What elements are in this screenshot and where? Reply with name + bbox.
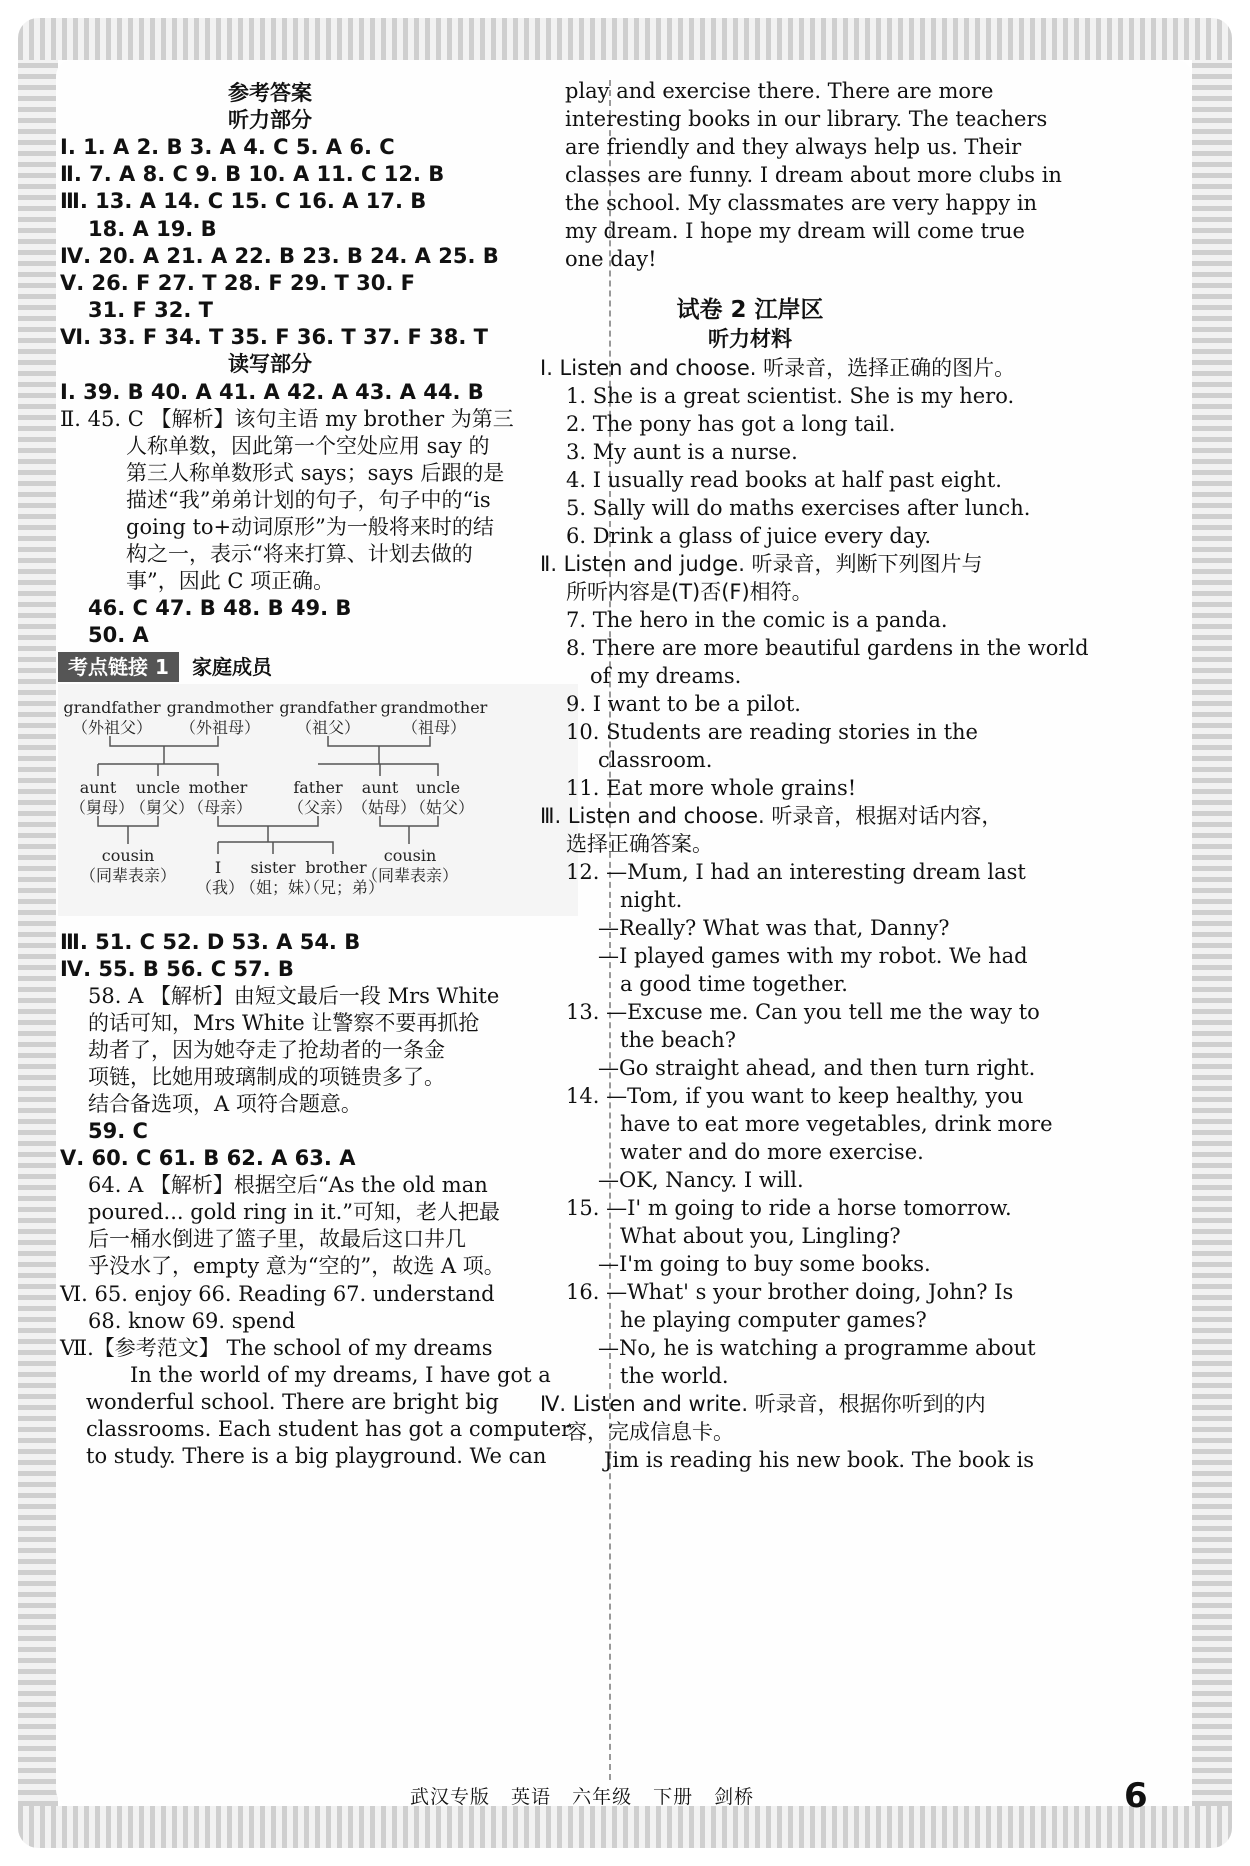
explanation-line: 乎没水了，empty 意为“空的”，故选 A 项。 bbox=[88, 1254, 505, 1278]
script-line: 4. I usually read books at half past eight. bbox=[566, 468, 1002, 492]
script-line: 2. The pony has got a long tail. bbox=[566, 412, 896, 436]
essay-line: interesting books in our library. The teachers bbox=[565, 107, 1048, 131]
essay-line: classes are funny. I dream about more clubs in bbox=[565, 163, 1062, 187]
script-line: 8. There are more beautiful gardens in the world bbox=[566, 636, 1089, 660]
answer-line: 64. A 【解析】根据空后“As the old man bbox=[88, 1173, 488, 1197]
section-heading: 所听内容是(T)否(F)相符。 bbox=[566, 580, 813, 604]
page-border-top bbox=[18, 18, 1232, 60]
script-line: 10. Students are reading stories in the bbox=[566, 720, 978, 744]
explanation-line: 构之一，表示“将来打算、计划去做的 bbox=[126, 542, 473, 566]
tree-node: grandmother （外祖母） bbox=[166, 698, 274, 737]
answer-line: Ⅲ. 51. C 52. D 53. A 54. B bbox=[60, 930, 361, 954]
tree-node: grandfather （祖父） bbox=[279, 698, 377, 737]
answer-line: 50. A bbox=[88, 623, 149, 647]
answer-line: Ⅳ. 20. A 21. A 22. B 23. B 24. A 25. B bbox=[60, 244, 499, 268]
answer-line: Ⅲ. 13. A 14. C 15. C 16. A 17. B bbox=[60, 189, 427, 213]
answer-line: 68. know 69. spend bbox=[88, 1309, 296, 1333]
answer-line: Ⅰ. 1. A 2. B 3. A 4. C 5. A 6. C bbox=[60, 135, 395, 159]
knowledge-link-tag: 考点链接 1 bbox=[58, 652, 179, 682]
script-line: —Really? What was that, Danny? bbox=[598, 916, 950, 940]
tree-node: brother （兄；弟） bbox=[304, 858, 385, 897]
script-line: a good time together. bbox=[620, 972, 848, 996]
script-line: —I'm going to buy some books. bbox=[598, 1252, 931, 1276]
script-line: —Go straight ahead, and then turn right. bbox=[598, 1056, 1036, 1080]
script-line: 16. —What' s your brother doing, John? Is bbox=[566, 1280, 1014, 1304]
page-border-bottom bbox=[18, 1806, 1232, 1848]
script-line: have to eat more vegetables, drink more bbox=[620, 1112, 1053, 1136]
page-number: 6 bbox=[1124, 1776, 1148, 1816]
family-tree bbox=[58, 684, 578, 916]
script-line: 12. —Mum, I had an interesting dream last bbox=[566, 860, 1026, 884]
tree-node: aunt （舅母） bbox=[70, 778, 135, 817]
answer-line: 59. C bbox=[88, 1119, 148, 1143]
explanation-line: 后一桶水倒进了篮子里，故最后这口井几 bbox=[88, 1227, 466, 1251]
tree-node: father （父亲） bbox=[288, 778, 353, 817]
section-heading: Ⅳ. Listen and write. 听录音，根据你听到的内 bbox=[540, 1392, 986, 1416]
script-line: the beach? bbox=[620, 1028, 737, 1052]
answer-line: Ⅰ. 39. B 40. A 41. A 42. A 43. A 44. B bbox=[60, 380, 484, 404]
section-heading: Ⅰ. Listen and choose. 听录音，选择正确的图片。 bbox=[540, 356, 1016, 380]
answer-line: Ⅵ. 65. enjoy 66. Reading 67. understand bbox=[60, 1282, 495, 1306]
knowledge-link-title: 家庭成员 bbox=[191, 655, 272, 679]
reading-writing-section-title: 读写部分 bbox=[228, 352, 312, 376]
tree-node: cousin （同辈表亲） bbox=[361, 846, 458, 885]
listening-material-title: 听力材料 bbox=[708, 327, 792, 351]
tree-node: aunt （姑母） bbox=[352, 778, 417, 817]
page-border-right bbox=[1192, 60, 1232, 1806]
explanation-line: 人称单数，因此第一个空处应用 say 的 bbox=[126, 434, 490, 458]
answer-line: Ⅴ. 26. F 27. T 28. F 29. T 30. F bbox=[60, 271, 416, 295]
script-line: he playing computer games? bbox=[620, 1308, 927, 1332]
answer-line: 31. F 32. T bbox=[88, 298, 214, 322]
script-line: Jim is reading his new book. The book is bbox=[604, 1448, 1035, 1472]
tree-node: grandmother （祖母） bbox=[380, 698, 488, 737]
answer-line: Ⅱ. 7. A 8. C 9. B 10. A 11. C 12. B bbox=[60, 162, 445, 186]
script-line: night. bbox=[620, 888, 683, 912]
essay-line: the school. My classmates are very happy in bbox=[565, 191, 1038, 215]
explanation-line: 的话可知，Mrs White 让警察不要再抓抢 bbox=[88, 1011, 480, 1035]
explanation-line: going to+动词原形”为一般将来时的结 bbox=[126, 515, 494, 539]
tree-node: uncle （舅父） bbox=[130, 778, 195, 817]
tree-node: cousin （同辈表亲） bbox=[79, 846, 176, 885]
answer-line: Ⅴ. 60. C 61. B 62. A 63. A bbox=[60, 1146, 356, 1170]
script-line: 14. —Tom, if you want to keep healthy, you bbox=[566, 1084, 1024, 1108]
essay-line: to study. There is a big playground. We can bbox=[86, 1444, 547, 1468]
explanation-line: 劫者了，因为她夺走了抢劫者的一条金 bbox=[88, 1038, 445, 1062]
script-line: 11. Eat more whole grains! bbox=[566, 776, 857, 800]
script-line: 15. —I' m going to ride a horse tomorrow. bbox=[566, 1196, 1012, 1220]
section-heading: Ⅱ. Listen and judge. 听录音，判断下列图片与 bbox=[540, 552, 983, 576]
essay-line: my dream. I hope my dream will come true bbox=[565, 219, 1025, 243]
footer-text: 武汉专版 英语 六年级 下册 剑桥 bbox=[410, 1786, 755, 1808]
answer-title: 参考答案 bbox=[228, 81, 312, 105]
script-line: water and do more exercise. bbox=[620, 1140, 924, 1164]
script-line: 9. I want to be a pilot. bbox=[566, 692, 801, 716]
knowledge-link-header bbox=[58, 651, 272, 682]
section-heading: Ⅲ. Listen and choose. 听录音，根据对话内容， bbox=[540, 804, 1003, 828]
script-line: the world. bbox=[620, 1364, 729, 1388]
essay-line: classrooms. Each student has got a computer bbox=[86, 1417, 572, 1441]
answer-line: Ⅵ. 33. F 34. T 35. F 36. T 37. F 38. T bbox=[60, 325, 489, 349]
tree-node: mother （母亲） bbox=[188, 778, 253, 817]
section-heading: 容，完成信息卡。 bbox=[566, 1420, 734, 1444]
answer-line: Ⅳ. 55. B 56. C 57. B bbox=[60, 957, 294, 981]
script-line: —I played games with my robot. We had bbox=[598, 944, 1028, 968]
script-line: 1. She is a great scientist. She is my hero. bbox=[566, 384, 1015, 408]
listening-section-title: 听力部分 bbox=[228, 108, 312, 132]
tree-node: grandfather （外祖父） bbox=[63, 698, 161, 737]
explanation-line: 项链，比她用玻璃制成的项链贵多了。 bbox=[88, 1065, 445, 1089]
test-paper-title: 试卷 2 江岸区 bbox=[676, 297, 824, 323]
script-line: 7. The hero in the comic is a panda. bbox=[566, 608, 948, 632]
tree-node: sister （姐；妹） bbox=[240, 858, 321, 897]
tree-node: uncle （姑父） bbox=[410, 778, 475, 817]
page-border-left bbox=[18, 60, 58, 1806]
script-line: 13. —Excuse me. Can you tell me the way to bbox=[566, 1000, 1040, 1024]
tree-node: I （我） bbox=[196, 858, 245, 897]
answer-line: Ⅱ. 45. C 【解析】该句主语 my brother 为第三 bbox=[60, 407, 514, 431]
section-heading: 选择正确答案。 bbox=[566, 832, 713, 856]
answer-line: 58. A 【解析】由短文最后一段 Mrs White bbox=[88, 984, 500, 1008]
essay-line: are friendly and they always help us. Their bbox=[565, 135, 1022, 159]
essay-line: play and exercise there. There are more bbox=[565, 79, 994, 103]
sample-essay-heading: Ⅶ.【参考范文】 The school of my dreams bbox=[60, 1336, 493, 1360]
essay-line: wonderful school. There are bright big bbox=[86, 1390, 499, 1414]
explanation-line: 描述“我”弟弟计划的句子，句子中的“is bbox=[126, 488, 491, 512]
essay-line: In the world of my dreams, I have got a bbox=[130, 1363, 551, 1387]
essay-line: one day! bbox=[565, 247, 657, 271]
script-line: 6. Drink a glass of juice every day. bbox=[566, 524, 932, 548]
explanation-line: 事”，因此 C 项正确。 bbox=[126, 569, 335, 593]
script-line: classroom. bbox=[598, 748, 713, 772]
script-line: What about you, Lingling? bbox=[620, 1224, 901, 1248]
script-line: —OK, Nancy. I will. bbox=[598, 1168, 804, 1192]
explanation-line: 第三人称单数形式 says；says 后跟的是 bbox=[126, 461, 505, 485]
script-line: of my dreams. bbox=[590, 664, 742, 688]
script-line: —No, he is watching a programme about bbox=[598, 1336, 1036, 1360]
script-line: 5. Sally will do maths exercises after lunch. bbox=[566, 496, 1031, 520]
answer-line: 46. C 47. B 48. B 49. B bbox=[88, 596, 352, 620]
script-line: 3. My aunt is a nurse. bbox=[566, 440, 798, 464]
explanation-line: 结合备选项，A 项符合题意。 bbox=[88, 1092, 362, 1116]
explanation-line: poured... gold ring in it.”可知，老人把最 bbox=[88, 1200, 501, 1224]
answer-line: 18. A 19. B bbox=[88, 217, 217, 241]
